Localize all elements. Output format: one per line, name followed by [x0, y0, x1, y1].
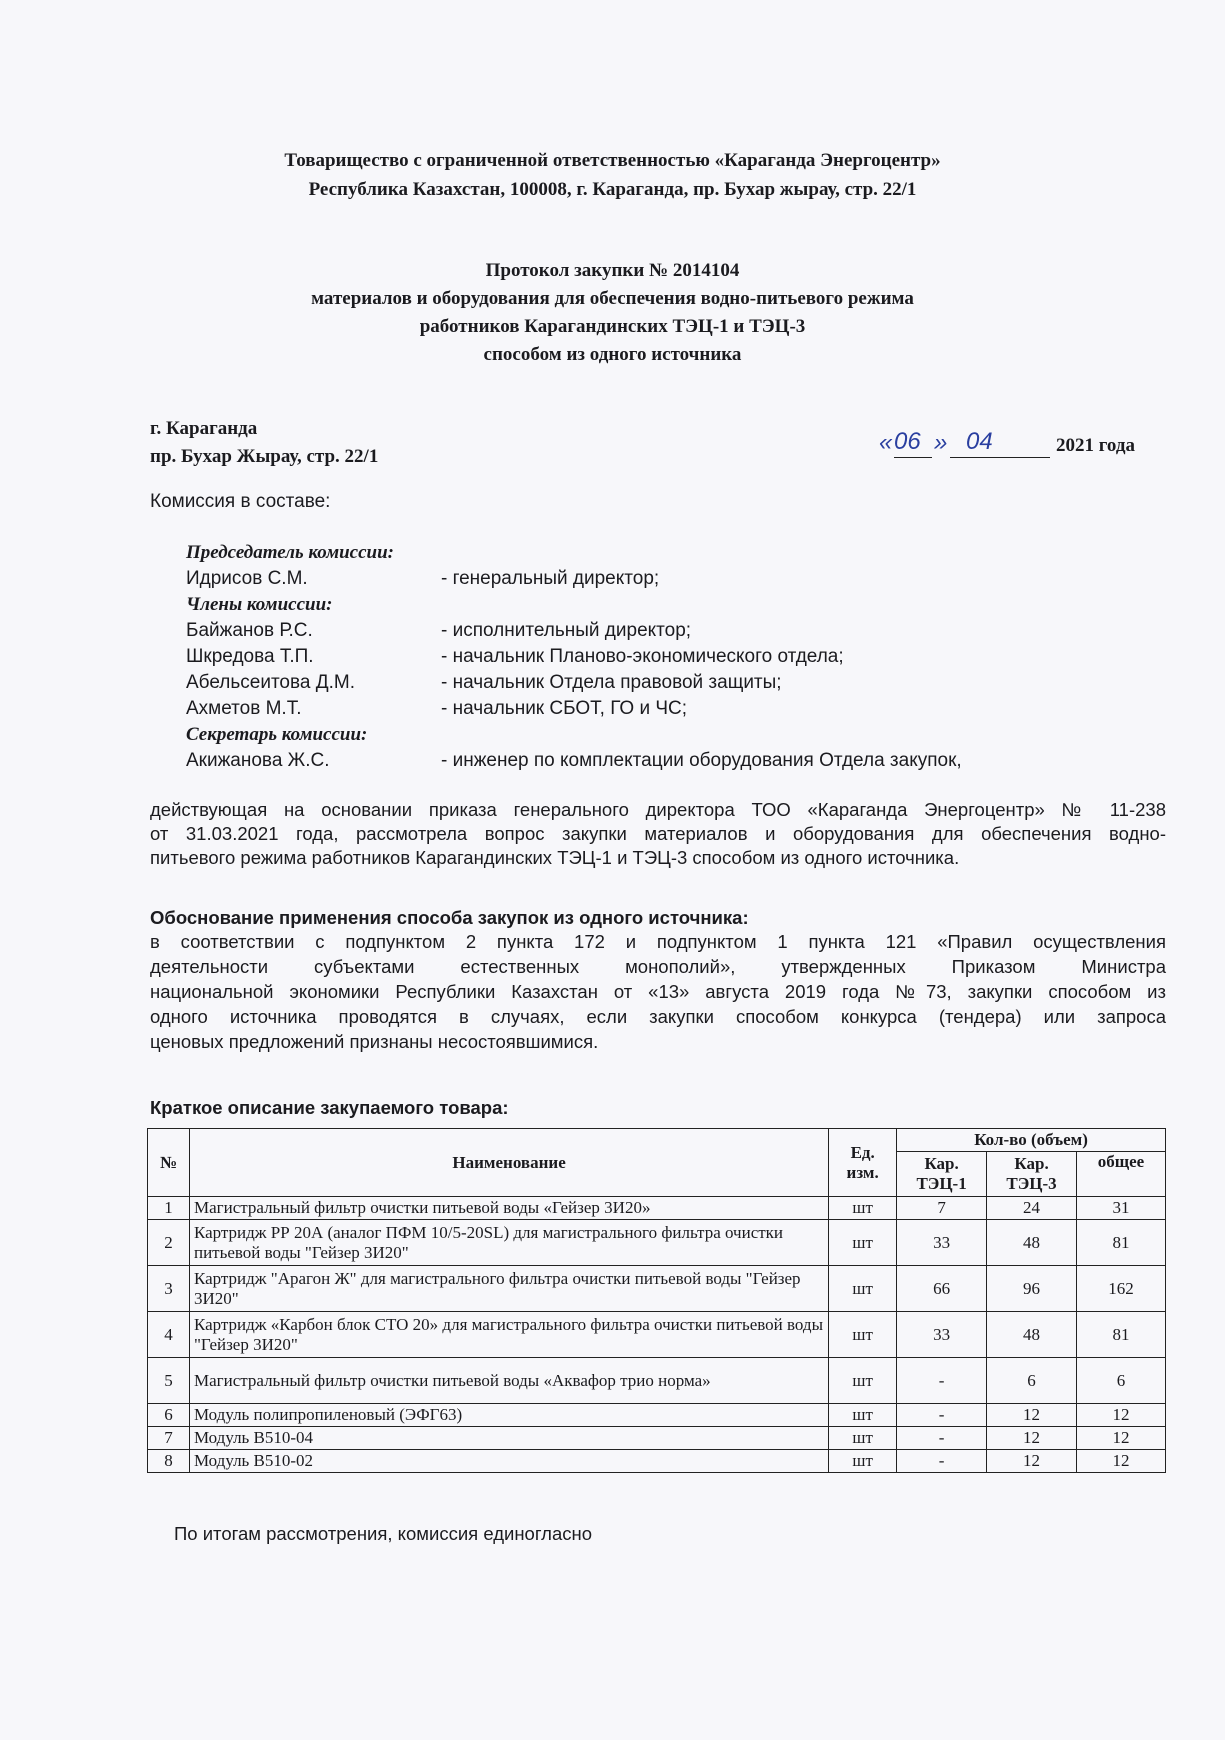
row-num: 2 — [148, 1220, 190, 1266]
table-header-row — [148, 1129, 1166, 1152]
row-total: 12 — [1077, 1427, 1166, 1450]
basis-line: питьевого режима работников Карагандинских ТЭЦ-1 и ТЭЦ-3 способом из одного источника. — [150, 847, 960, 868]
date-month: 04 — [966, 428, 993, 455]
col-name-header: Наименование — [189, 1129, 828, 1197]
col-unit-header: Ед. изм. — [829, 1129, 897, 1197]
justification-heading: Обоснование применения способа закупок из одного источника: — [150, 907, 749, 928]
row-tec3: 48 — [987, 1312, 1077, 1358]
col-total-header: общее — [1077, 1152, 1166, 1197]
col-tec1-header: Кар. ТЭЦ-1 — [897, 1152, 987, 1197]
justification-line: деятельности субъектами естественных монополий», утвержденных Приказом Министра — [150, 956, 1166, 977]
row-tec3: 48 — [987, 1220, 1077, 1266]
table-row — [148, 1427, 1166, 1450]
row-name: Картридж "Арагон Ж" для магистрального фильтра очистки питьевой воды "Гейзер 3И20" — [189, 1266, 828, 1312]
member-name: Ахметов М.Т. — [186, 698, 302, 719]
row-name: Магистральный фильтр очистки питьевой воды «Аквафор трио норма» — [189, 1358, 828, 1404]
protocol-title: Протокол закупки № 2014104 — [485, 260, 740, 281]
member-name: Байжанов Р.С. — [186, 620, 313, 641]
chair-label: Председатель комиссии: — [186, 542, 394, 563]
row-unit: шт — [829, 1312, 897, 1358]
row-tec1: 7 — [897, 1197, 987, 1220]
row-tec1: - — [897, 1404, 987, 1427]
row-total: 6 — [1077, 1358, 1166, 1404]
goods-table — [147, 1128, 1166, 1473]
col-qty-header: Кол-во (объем) — [897, 1129, 1166, 1152]
basis-line: действующая на основании приказа генерального директора ТОО «Караганда Энергоцентр» № 11-238 — [150, 799, 1166, 820]
row-total: 162 — [1077, 1266, 1166, 1312]
place-city: г. Караганда — [150, 418, 258, 439]
date-close-quote: » — [934, 429, 948, 456]
row-tec3: 96 — [987, 1266, 1077, 1312]
table-row — [148, 1220, 1166, 1266]
protocol-date — [876, 425, 1148, 465]
secretary-label: Секретарь комиссии: — [186, 724, 368, 745]
place-street: пр. Бухар Жырау, стр. 22/1 — [150, 446, 379, 467]
secretary-name: Акижанова Ж.С. — [186, 750, 330, 771]
chair-name: Идрисов С.М. — [186, 568, 308, 589]
member-name: Шкредова Т.П. — [186, 646, 314, 667]
closing-text: По итогам рассмотрения, комиссия единогласно — [174, 1523, 593, 1544]
date-year: 2021 года — [1056, 435, 1135, 456]
org-name: Товарищество с ограниченной ответственностью «Караганда Энергоцентр» — [284, 150, 941, 171]
date-day-underline — [894, 457, 932, 458]
row-unit: шт — [829, 1266, 897, 1312]
row-num: 6 — [148, 1404, 190, 1427]
table-row — [148, 1404, 1166, 1427]
row-total: 81 — [1077, 1312, 1166, 1358]
row-tec3: 12 — [987, 1450, 1077, 1473]
row-unit: шт — [829, 1220, 897, 1266]
row-total: 31 — [1077, 1197, 1166, 1220]
row-tec3: 12 — [987, 1427, 1077, 1450]
goods-heading: Краткое описание закупаемого товара: — [150, 1097, 509, 1118]
justification-line: в соответствии с подпунктом 2 пункта 172 и подпунктом 1 пункта 121 «Правил осуществления — [150, 931, 1166, 952]
protocol-subtitle-1: материалов и оборудования для обеспечения водно-питьевого режима — [311, 288, 914, 309]
row-tec3: 12 — [987, 1404, 1077, 1427]
row-total: 12 — [1077, 1404, 1166, 1427]
chair-role: - генеральный директор; — [441, 568, 660, 589]
secretary-role: - инженер по комплектации оборудования Отдела закупок, — [441, 750, 962, 771]
table-row — [148, 1312, 1166, 1358]
row-tec1: - — [897, 1450, 987, 1473]
row-unit: шт — [829, 1427, 897, 1450]
row-tec1: 66 — [897, 1266, 987, 1312]
row-total: 12 — [1077, 1450, 1166, 1473]
table-row — [148, 1450, 1166, 1473]
col-tec3-header: Кар. ТЭЦ-3 — [987, 1152, 1077, 1197]
row-name: Модуль B510-04 — [189, 1427, 828, 1450]
row-unit: шт — [829, 1450, 897, 1473]
member-role: - начальник Планово-экономического отдела; — [441, 646, 844, 667]
justification-line: одного источника проводятся в случаях, если закупки способом конкурса (тендера) или запроса — [150, 1006, 1166, 1027]
row-name: Картридж РР 20А (аналог ПФМ 10/5-20SL) для магистрального фильтра очистки питьевой воды "Гейзер 3И20" — [189, 1220, 828, 1266]
protocol-subtitle-2: работников Карагандинских ТЭЦ-1 и ТЭЦ-3 — [419, 316, 806, 337]
justification-line: национальной экономики Республики Казахстан от «13» августа 2019 года №73, закупки способом из — [150, 981, 1166, 1002]
row-num: 1 — [148, 1197, 190, 1220]
row-name: Модуль B510-02 — [189, 1450, 828, 1473]
table-row — [148, 1197, 1166, 1220]
row-name: Модуль полипропиленовый (ЭФГ63) — [189, 1404, 828, 1427]
row-unit: шт — [829, 1404, 897, 1427]
row-num: 8 — [148, 1450, 190, 1473]
row-num: 3 — [148, 1266, 190, 1312]
row-tec1: 33 — [897, 1220, 987, 1266]
row-total: 81 — [1077, 1220, 1166, 1266]
org-address: Республика Казахстан, 100008, г. Караганда, пр. Бухар жырау, стр. 22/1 — [308, 179, 917, 200]
member-role: - исполнительный директор; — [441, 620, 692, 641]
row-tec3: 6 — [987, 1358, 1077, 1404]
date-month-underline — [950, 457, 1050, 458]
row-num: 5 — [148, 1358, 190, 1404]
row-tec3: 24 — [987, 1197, 1077, 1220]
row-name: Картридж «Карбон блок СТО 20» для магистрального фильтра очистки питьевой воды "Гейзер 3И20" — [189, 1312, 828, 1358]
row-num: 4 — [148, 1312, 190, 1358]
row-num: 7 — [148, 1427, 190, 1450]
commission-intro: Комиссия в составе: — [150, 491, 331, 512]
row-tec1: 33 — [897, 1312, 987, 1358]
justification-line: ценовых предложений признаны несостоявшимися. — [150, 1031, 599, 1052]
date-open-quote: « — [879, 429, 893, 456]
row-unit: шт — [829, 1197, 897, 1220]
table-row — [148, 1358, 1166, 1404]
member-role: - начальник Отдела правовой защиты; — [441, 672, 782, 693]
member-role: - начальник СБОТ, ГО и ЧС; — [441, 698, 688, 719]
basis-line: от 31.03.2021 года, рассмотрела вопрос закупки материалов и оборудования для обеспечения водно- — [150, 823, 1166, 844]
table-row — [148, 1266, 1166, 1312]
row-tec1: - — [897, 1358, 987, 1404]
row-name: Магистральный фильтр очистки питьевой воды «Гейзер 3И20» — [189, 1197, 828, 1220]
protocol-subtitle-3: способом из одного источника — [483, 344, 742, 365]
members-label: Члены комиссии: — [186, 594, 333, 615]
col-num-header: № — [148, 1129, 190, 1197]
date-day: 06 — [894, 428, 921, 455]
row-unit: шт — [829, 1358, 897, 1404]
member-name: Абельсеитова Д.М. — [186, 672, 355, 693]
row-tec1: - — [897, 1427, 987, 1450]
